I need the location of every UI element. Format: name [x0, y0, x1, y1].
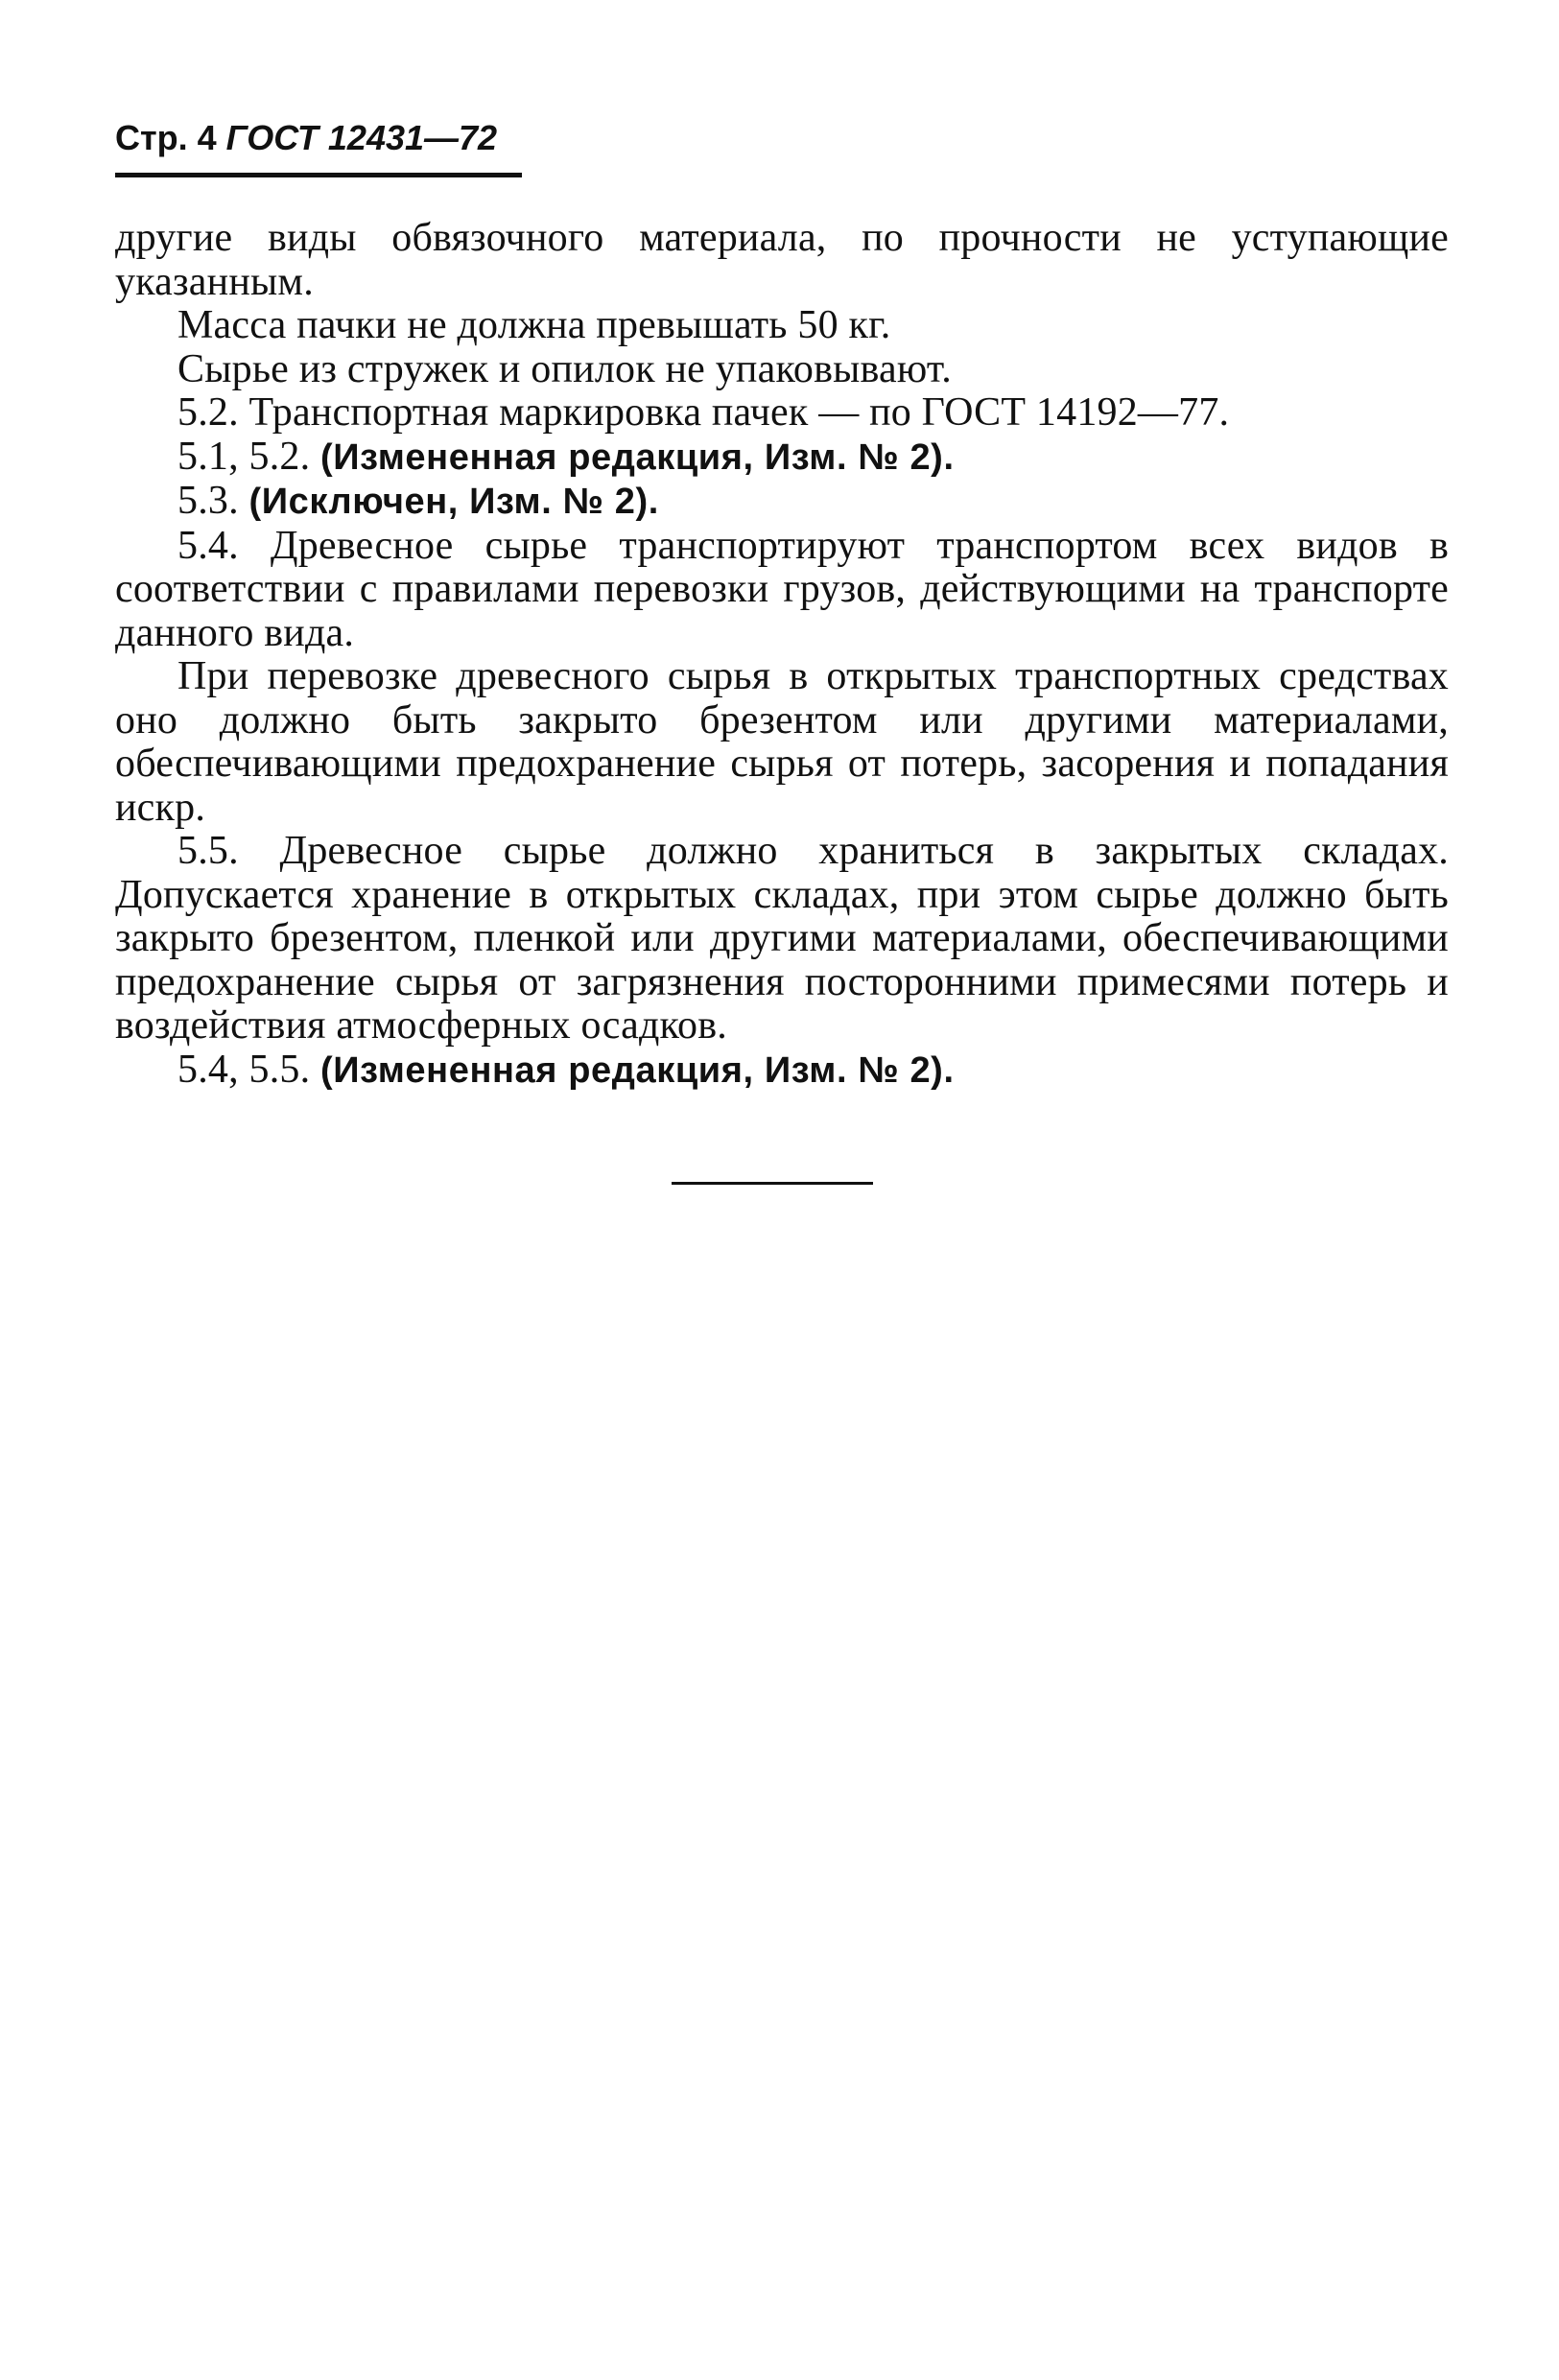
page-header: [115, 117, 497, 159]
amendment-ref: 5.1, 5.2.: [177, 434, 311, 479]
amendment-note-5-1-5-2: [115, 436, 1449, 481]
page-number-label: Стр. 4: [115, 118, 217, 157]
paragraph-no-packing: Сырье из стружек и опилок не упаковывают.: [177, 346, 952, 391]
amendment-note-5-4-5-5: [115, 1049, 1449, 1094]
amendment-text: (Измененная редакция, Изм. № 2).: [320, 436, 955, 478]
paragraph-pack-mass: Масса пачки не должна превышать 50 кг.: [177, 303, 891, 347]
header-rule: [115, 173, 522, 177]
document-body: [115, 217, 1449, 1093]
clause-5-4: 5.4. Древесное сырье транспортируют транспортом всех видов в соответствии с правилами перевозки грузов, действующими на транспорте данного вида.: [115, 523, 1449, 655]
paragraph-open-transport: При перевозке древесного сырья в открытых транспортных средствах оно должно быть закрыто брезентом или другими материалами, обеспечивающими предохранение сырья от потерь, засорения и попадания искр.: [115, 654, 1449, 830]
amendment-text: (Исключен, Изм. № 2).: [248, 482, 659, 522]
standard-designation: ГОСТ 12431—72: [225, 118, 498, 157]
amendment-ref: 5.3.: [177, 479, 239, 523]
clause-5-2: 5.2. Транспортная маркировка пачек — по ГОСТ 14192—77.: [177, 390, 1230, 435]
clause-5-5: 5.5. Древесное сырье должно храниться в закрытых складах. Допускается хранение в открытых складах, при этом сырье должно быть закрыто брезентом, пленкой или другими материалами, обеспечивающими предохранение сырья от загрязнения посторонними примесями потерь и воздействия атмосферных осадков.: [115, 829, 1449, 1048]
paragraph-continuation: другие виды обвязочного материала, по прочности не уступающие указанным.: [115, 216, 1449, 304]
end-rule: [672, 1182, 873, 1185]
amendment-text: (Измененная редакция, Изм. № 2).: [320, 1049, 955, 1091]
amendment-ref: 5.4, 5.5.: [177, 1047, 311, 1092]
amendment-note-5-3: [115, 480, 1449, 525]
